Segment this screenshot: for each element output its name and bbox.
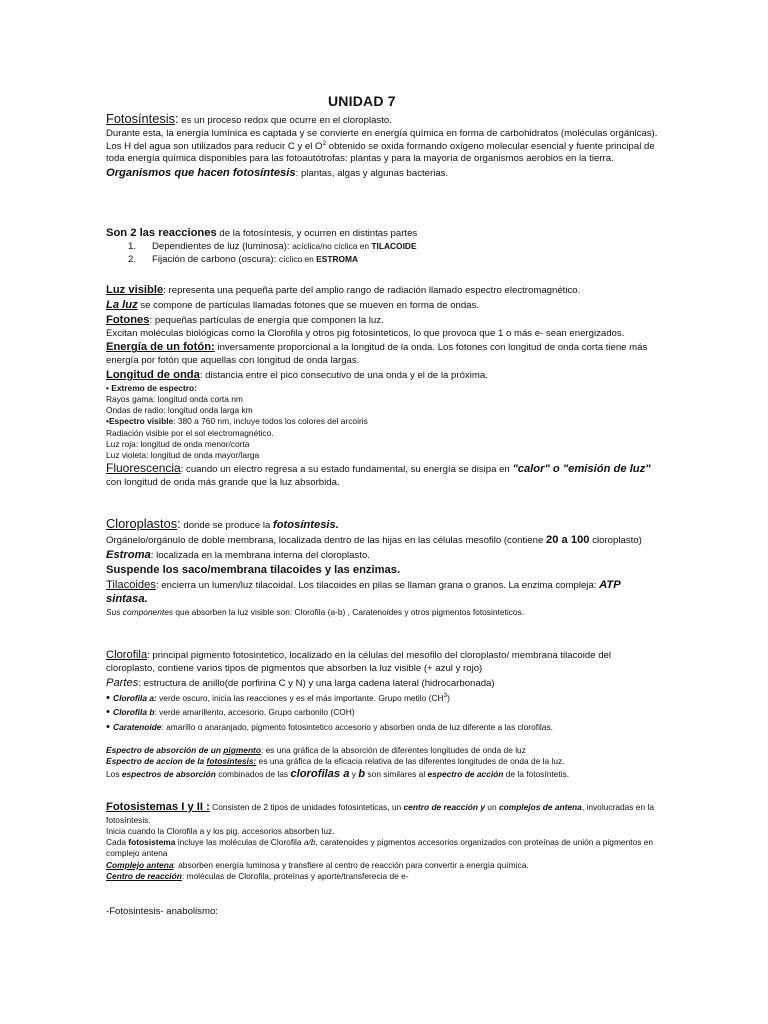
term-clorofila: Clorofila bbox=[106, 649, 148, 661]
term-fotosistemas: Fotosistemas I y II : bbox=[106, 801, 210, 813]
term-clorofila-a: Clorofila a: bbox=[113, 692, 157, 703]
term-estroma: Estroma bbox=[106, 548, 151, 561]
term-luz-visible: Luz visible bbox=[106, 284, 164, 296]
term-la-luz: La luz bbox=[106, 298, 138, 311]
term-centro-reaccion: Centro de reacción bbox=[106, 870, 182, 881]
term-organismos: Organismos que hacen fotosíntesis bbox=[106, 167, 296, 179]
term-espectro-visible: Espectro visible bbox=[108, 416, 174, 427]
section-fotosintesis: Fotosíntesis: es un proceso redox que ocurre en el cloroplasto. Durante esta, la energía lumínica es captada y se convierte en energía química en forma de carbohidratos (moléculas orgánicas). Los H del agua son utilizados para reducir C y el $O^2$ obtenido se oxida formando oxígeno molecular esencial y fuente principal de toda energía química disponibles para las fotoautótrofas: plantas y para la mayoría de organismos aerobios en la tierra. Organismos que hacen fotosíntesis: plantas, algas y algunas bacterias. bbox=[106, 110, 662, 181]
reacciones-list bbox=[106, 241, 662, 267]
page-title: UNIDAD 7 bbox=[328, 93, 396, 109]
section-fotosistemas: Fotosistemas I y II : Consisten de 2 tipos de unidades fotosinteticas, un centro de reacción y un complejos de antena, involucradas en la fotosíntesis. Inicia cuando la Clorofila a y los pig. accesorios absorben luz. Cada fotosistema incluye las moléculas de Clorofila a/b, caratenoides y pigmentos accesorios organizados con proteínas de unión a pigmentos en complejo antena Complejo antena: absorben energía luminosa y transfiere al centro de reacción para convertir a energía química. Centro de reacción: moléculas de Clorofila, proteínas y aporte/transferecia de e- bbox=[106, 801, 654, 881]
paragraph: Los H del agua son utilizados para reducir C y el $O^2$ obtenido se oxida formando oxígeno molecular esencial y fuente principal de toda energía química disponibles para las fotoautótrofas: plantas y para la mayoría de organismos aerobios en la tierra. bbox=[106, 139, 655, 165]
list-item: 2. Fijación de carbono (oscura): cíclico en ESTROMA bbox=[128, 253, 359, 265]
section-luz: Luz visible: representa una pequeña parte del amplio rango de radiación llamado espectro electromagnético. La luz se compone de partículas llamadas fotones que se mueven en forma de ondas. Fotones: pequeñas partículas de energía que componen la luz. Excitan moléculas biológicas como la Clorofila y otros pig fotosinteticos, lo que provoca que 1 o más e- sean energizados. Energía de un fotón: inversamente proporcional a la longitud de la onda. Los fotones con longitud de onda corta tiene más energía por fotón que aquellas con longitud de onda largas. Longitud de onda: distancia entre el pico consecutivo de una onda y el de la próxima. • Extremo de espectro: Rayos gama: longitud onda corta nm Ondas de radio: longitud onda larga km •Espectro visible: 380 a 760 nm, incluye todos los colores del arcoiris Radiación visible por el sol electromagnético. Luz roja: longitud de onda menor/corta Luz violeta: longitud de onda mayor/larga Fluorescencia: cuando un electro regresa a su estado fundamental, su energía se disipa en "calor" o "emisión de luz" con longitud de onda más grande que la luz absorbida. bbox=[106, 284, 651, 489]
section-cloroplastos: Cloroplastos: donde se produce la fotosíntesis. Orgánelo/orgánulo de doble membrana, localizada dentro de las hijas en las células mesofilo (contiene 20 a 100 cloroplasto) Estroma: localizada en la membrana interna del cloroplasto. Suspende los saco/membrana tilacoides y las enzimas. Tilacoides: encierra un lumen/luz tilacoidal. Los tilacoides en pilas se llaman grana o granos. La enzima compleja: ATP sintasa. Sus componentes que absorben la luz visible son: Clorofila (a-b) , Caratenoides y otros pigmentos fotosinteticos. bbox=[106, 516, 642, 618]
term-reacciones: Son 2 las reacciones bbox=[106, 227, 217, 239]
paragraph: Durante esta, la energía lumínica es captada y se convierte en energía química en forma de carbohidratos (moléculas orgánicas). bbox=[106, 127, 658, 139]
term-complejo-antena: Complejo antena bbox=[106, 859, 174, 870]
term-fotones: Fotones bbox=[106, 313, 150, 326]
term-partes: Partes bbox=[106, 676, 139, 689]
section-espectros: Espectro de absorción de un pigmento: es una gráfica de la absorción de diferentes longitudes de onda de luz Espectro de accion de la fotosíntesis: es una gráfica de la eficacia relativa de las diferentes longitudes de onda de la luz. Los espectros de absorción combinados de las clorofilas a y b son similares al espectro de acción de la fotosíntetis. bbox=[106, 745, 570, 781]
term-clorofila-b: Clorofila b bbox=[113, 707, 155, 718]
term-fluorescencia: Fluorescencia bbox=[106, 461, 181, 476]
term-tilacoides: Tilacoides bbox=[106, 578, 156, 591]
list-item: 1. Dependientes de luz (luminosa): acíclica/no cíclica en TILACOIDE bbox=[128, 240, 417, 252]
section-reacciones: Son 2 las reacciones de la fotosíntesis, y ocurren en distintas partes 1. Dependientes de luz (luminosa): acíclica/no cíclica en TILACOIDE 2. Fijación de carbono (oscura): cíclico en ESTROMA bbox=[106, 226, 662, 266]
term-longitud-onda: Longitud de onda bbox=[106, 369, 200, 382]
footer-note: -Fotosintesis- anabolismo: bbox=[106, 906, 218, 917]
term-caratenoide: Caratenoide bbox=[113, 722, 162, 733]
term-cloroplastos: Cloroplastos bbox=[106, 516, 178, 531]
term-energia-foton: Energía de un fotón: bbox=[106, 341, 215, 354]
term-fotosintesis: Fotosíntesis bbox=[106, 111, 175, 126]
section-clorofila: Clorofila: principal pigmento fotosintetico, localizado en la células del mesofilo del cloroplasto/ membrana tilacoide del cloroplasto, contiene varios tipos de pigmentos que absorben la luz visible (+ azul y rojo) Partes: estructura de anillo(de porfirina C y N) y una larga cadena lateral (hidrocarbonada) • Clorofila a: verde oscuro, inicia las reacciones y es el más importante. Grupo metilo $(CH^3)$ • Clorofila b: verde amarillento, accesorio. Grupo carbonilo (COH) • Caratenoide: amarillo o anaranjado, pigmento fotosintetico accesorio y absorben onda de luz diferente a las clorofilas. bbox=[106, 649, 611, 734]
